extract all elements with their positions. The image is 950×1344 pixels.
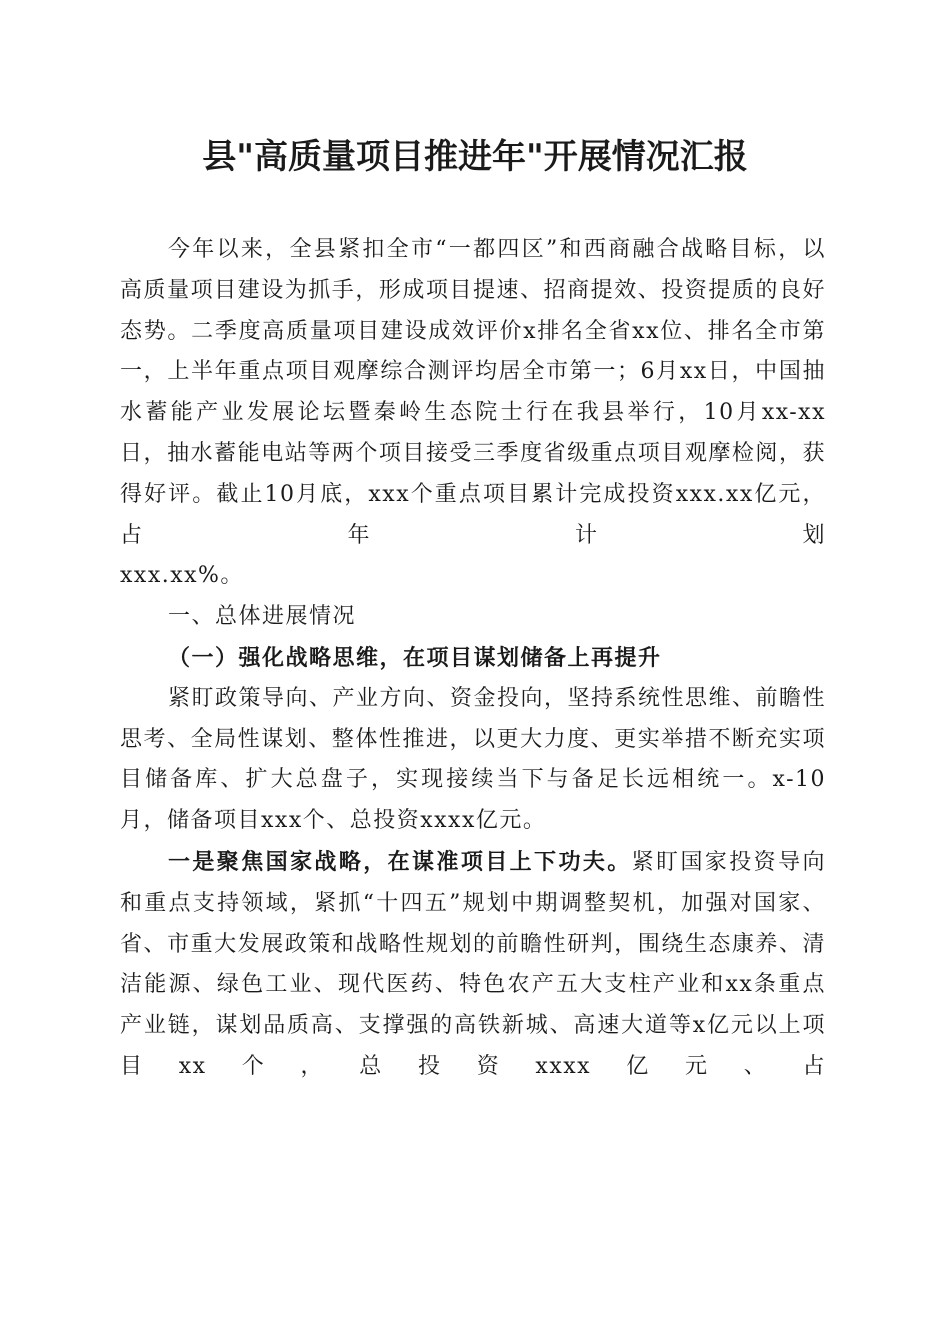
document-body (120, 230, 826, 1088)
point-one-paragraph (120, 842, 826, 1088)
point-one-lead: 一是聚焦国家战略，在谋准项目上下功夫。 (168, 848, 632, 875)
subsection-paragraph: 紧盯政策导向、产业方向、资金投向，坚持系统性思维、前瞻性思考、全局性谋划、整体性推进，以更大力度、更实举措不断充实项目储备库、扩大总盘子，实现接续当下与备足长远相统一。x-10月，储备项目xxx个、总投资xxxx亿元。 (120, 685, 827, 834)
intro-paragraph-end: xxx.xx%。 (120, 563, 244, 589)
document-title: 县"高质量项目推进年"开展情况汇报 (202, 137, 748, 177)
point-one-text: 紧盯国家投资导向和重点支持领域，紧抓“十四五”规划中期调整契机，加强对国家、省、市重大发展政策和战略性规划的前瞻性研判，围绕生态康养、清洁能源、绿色工业、现代医药、特色农产五大支柱产业和xx条重点产业链，谋划品质高、支撑强的高铁新城、高速大道等x亿元以上项目xx个，总投资xxxx亿元、占 (120, 849, 826, 1079)
subsection-heading-strategic-thinking: （一）强化战略思维，在项目谋划储备上再提升 (168, 644, 662, 671)
intro-paragraph: 今年以来，全县紧扣全市“一都四区”和西商融合战略目标，以高质量项目建设为抓手，形成项目提速、招商提效、投资提质的良好态势。二季度高质量项目建设成效评价x排名全省xx位、排名全市第一，上半年重点项目观摩综合测评均居全市第一；6月xx日，中国抽水蓄能产业发展论坛暨秦岭生态院士行在我县举行，10月xx-xx日，抽水蓄能电站等两个项目接受三季度省级重点项目观摩检阅，获得好评。截止10月底，xxx个重点项目累计完成投资xxx.xx亿元，占年计划 (120, 237, 826, 548)
section-heading-overall-progress: 一、总体进展情况 (168, 604, 357, 630)
